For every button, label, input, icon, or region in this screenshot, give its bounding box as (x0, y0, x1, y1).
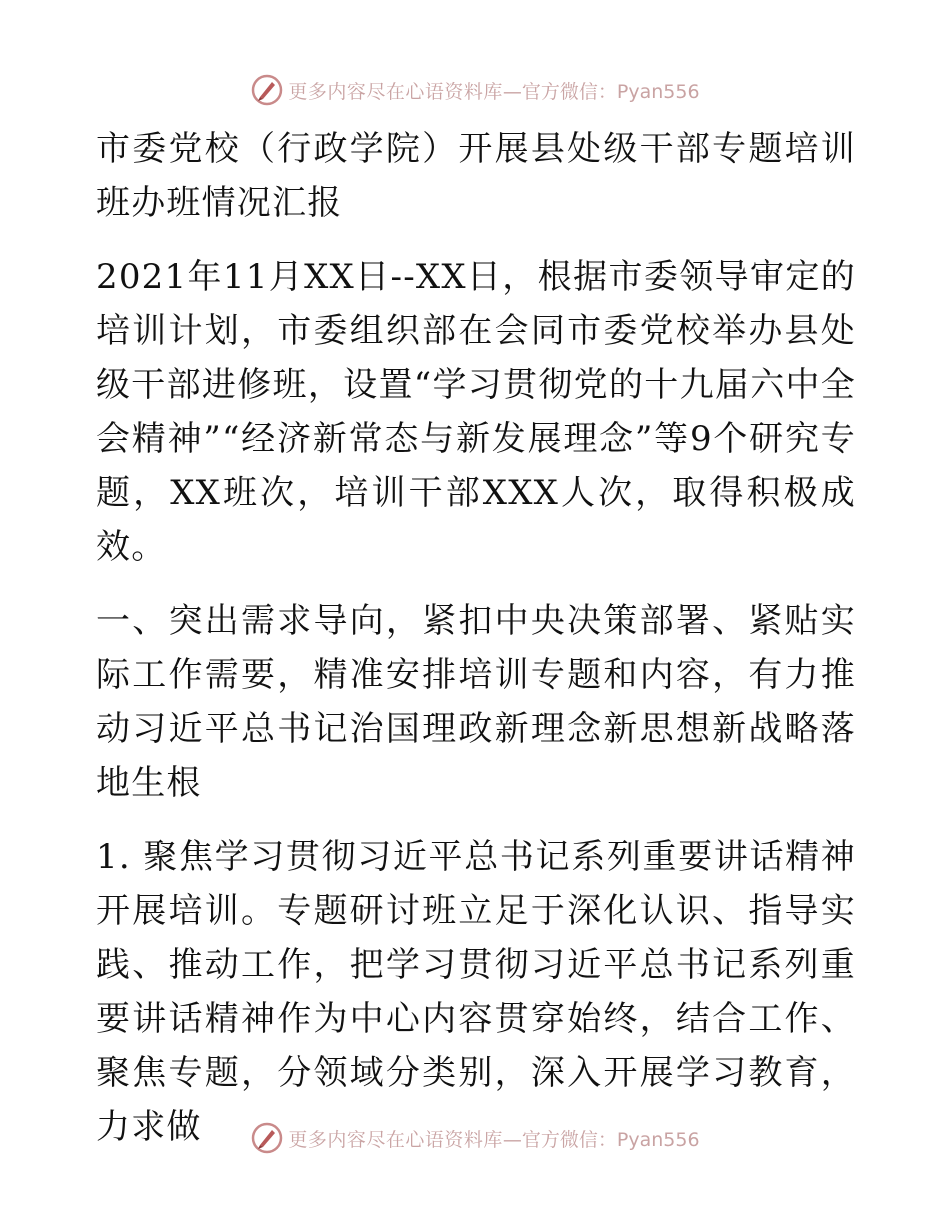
document-title: 市委党校（行政学院）开展县处级干部专题培训班办班情况汇报 (96, 129, 856, 223)
watermark-contact: —官方微信：Pyan556 (502, 1128, 700, 1151)
watermark-text: 更多内容尽在心语资料库 (288, 1128, 503, 1151)
paragraph-intro: 2021年11月XX日--XX日，根据市委领导审定的培训计划，市委组织部在会同市委党校举办县处级干部进修班，设置“学习贯彻党的十九届六中全会精神”“经济新常态与新发展理念”等9个研究专题，XX班次，培训干部XXX人次，取得积极成效。 (96, 257, 856, 567)
watermark-text: 更多内容尽在心语资料库 (288, 80, 503, 103)
watermark-contact: —官方微信：Pyan556 (502, 80, 700, 103)
watermark-header (0, 70, 950, 110)
document-body (96, 122, 856, 1154)
paragraph-section-one: 一、突出需求导向，紧扣中央决策部署、紧贴实际工作需要，精准安排培训专题和内容，有力推动习近平总书记治国理政新理念新思想新战略落地生根 (96, 601, 856, 803)
pen-nib-logo-icon (250, 1121, 284, 1155)
watermark-footer (0, 1118, 950, 1158)
pen-nib-logo-icon (250, 73, 284, 107)
paragraph-item-one: 1. 聚焦学习贯彻习近平总书记系列重要讲话精神开展培训。专题研讨班立足于深化认识、指导实践、推动工作，把学习贯彻习近平总书记系列重要讲话精神作为中心内容贯穿始终，结合工作、聚焦专题，分领域分类别，深入开展学习教育，力求做 (96, 837, 856, 1147)
